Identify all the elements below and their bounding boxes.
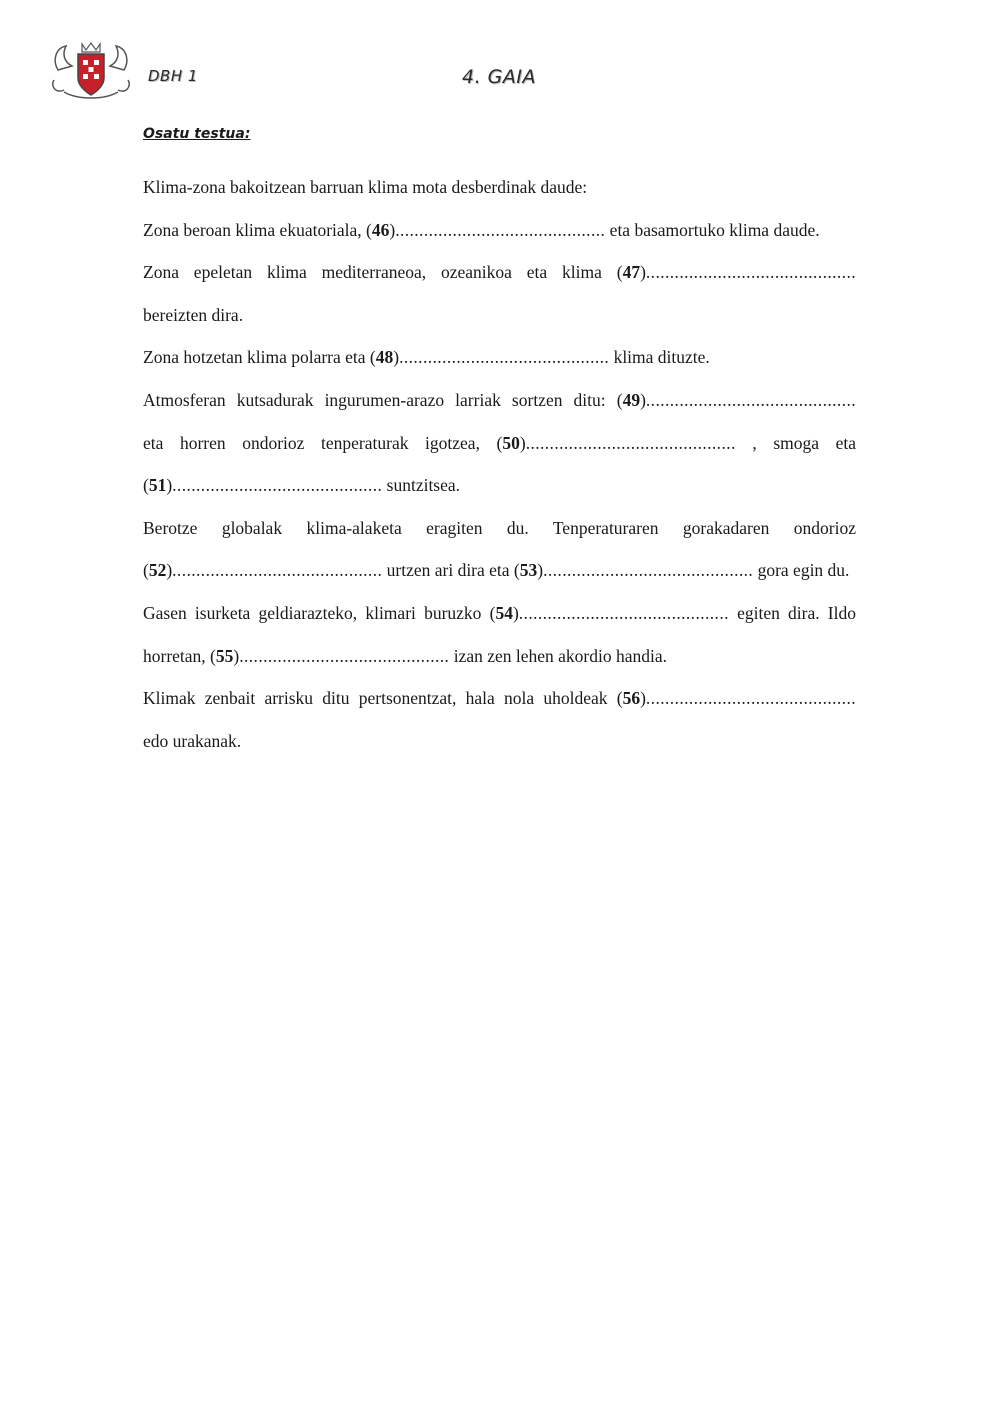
line-text: eta basamortuko klima daude.	[605, 219, 820, 240]
line-text: Zona hotzetan klima polarra eta (	[143, 347, 376, 368]
question-number: 55	[215, 645, 234, 666]
answer-blank[interactable]: ............................................	[645, 688, 856, 709]
question-number: 49	[622, 389, 641, 410]
answer-blank[interactable]: ............................................	[645, 389, 856, 410]
line-text: )	[389, 219, 396, 240]
line-text: izan zen lehen akordio handia.	[449, 645, 668, 666]
answer-blank[interactable]: ............................................	[172, 560, 383, 581]
answer-blank[interactable]: ............................................	[525, 432, 736, 453]
line-text: )	[393, 347, 400, 368]
text-line	[143, 635, 856, 678]
line-text: Gasen isurketa geldiarazteko, klimari buruzko (	[143, 602, 496, 623]
line-text: )	[640, 262, 646, 283]
answer-blank[interactable]: ............................................	[518, 602, 729, 623]
text-line	[143, 294, 856, 337]
text-line	[143, 166, 856, 209]
text-line	[143, 422, 856, 465]
answer-blank[interactable]: ............................................	[239, 645, 450, 666]
line-text: Klima-zona bakoitzean barruan klima mota desberdinak daude:	[143, 177, 588, 197]
text-line	[143, 464, 856, 507]
question-number: 46	[371, 219, 390, 240]
answer-blank[interactable]: ............................................	[172, 475, 383, 496]
line-text: edo urakanak.	[143, 730, 242, 751]
line-text: )	[512, 602, 519, 623]
text-line	[143, 209, 856, 252]
line-text: Klimak zenbait arrisku ditu pertsonentzat, hala nola uholdeak (	[143, 688, 623, 709]
question-number: 50	[502, 432, 520, 453]
question-number: 56	[622, 688, 641, 709]
answer-blank[interactable]: ............................................	[399, 347, 610, 368]
text-line	[143, 677, 856, 720]
line-text: bereizten dira.	[143, 304, 244, 325]
line-text: Zona beroan klima ekuatoriala, (	[143, 219, 372, 240]
text-line	[143, 251, 856, 294]
question-number: 47	[622, 262, 641, 283]
line-text: gora egin du.	[753, 560, 850, 581]
text-line	[143, 592, 856, 635]
line-text: )	[537, 560, 544, 581]
line-text: )	[233, 645, 240, 666]
answer-blank[interactable]: ............................................	[395, 219, 606, 240]
coat-of-arms-icon	[48, 40, 134, 102]
line-text: urtzen ari dira eta (	[382, 560, 520, 581]
line-text: eta horren ondorioz tenperaturak igotzea, (	[143, 432, 503, 453]
line-text: , smoga eta	[735, 432, 856, 453]
answer-blank[interactable]: ............................................	[645, 262, 856, 283]
line-text: suntzitsea.	[382, 475, 461, 496]
line-text: )	[166, 475, 173, 496]
line-text: egiten dira. Ildo	[728, 602, 856, 623]
question-number: 53	[519, 560, 538, 581]
instruction-heading: Osatu testua:	[143, 126, 251, 142]
text-line	[143, 720, 856, 763]
course-label: DBH 1	[148, 67, 198, 85]
text-line	[143, 507, 856, 550]
text-line	[143, 379, 856, 422]
answer-blank[interactable]: ............................................	[543, 560, 754, 581]
question-number: 48	[375, 347, 394, 368]
question-number: 52	[148, 560, 167, 581]
line-text: )	[519, 432, 526, 453]
page-title: 4. GAIA	[462, 66, 536, 88]
question-number: 51	[148, 475, 167, 496]
line-text: )	[640, 389, 646, 410]
question-number: 54	[495, 602, 513, 623]
line-text: )	[166, 560, 173, 581]
line-text: horretan, (	[143, 645, 216, 666]
text-line	[143, 549, 856, 592]
line-text: Atmosferan kutsadurak ingurumen-arazo larriak sortzen ditu: (	[143, 389, 623, 410]
text-line	[143, 336, 856, 379]
fill-in-text	[143, 166, 856, 762]
line-text: Zona epeletan klima mediterraneoa, ozeanikoa eta klima (	[143, 262, 623, 283]
line-text: (	[143, 475, 149, 496]
line-text: klima dituzte.	[609, 347, 710, 368]
line-text: )	[640, 688, 646, 709]
line-text: (	[143, 560, 149, 581]
line-text: Berotze globalak klima-alaketa eragiten du. Tenperaturaren gorakadaren ondorioz	[143, 517, 856, 538]
